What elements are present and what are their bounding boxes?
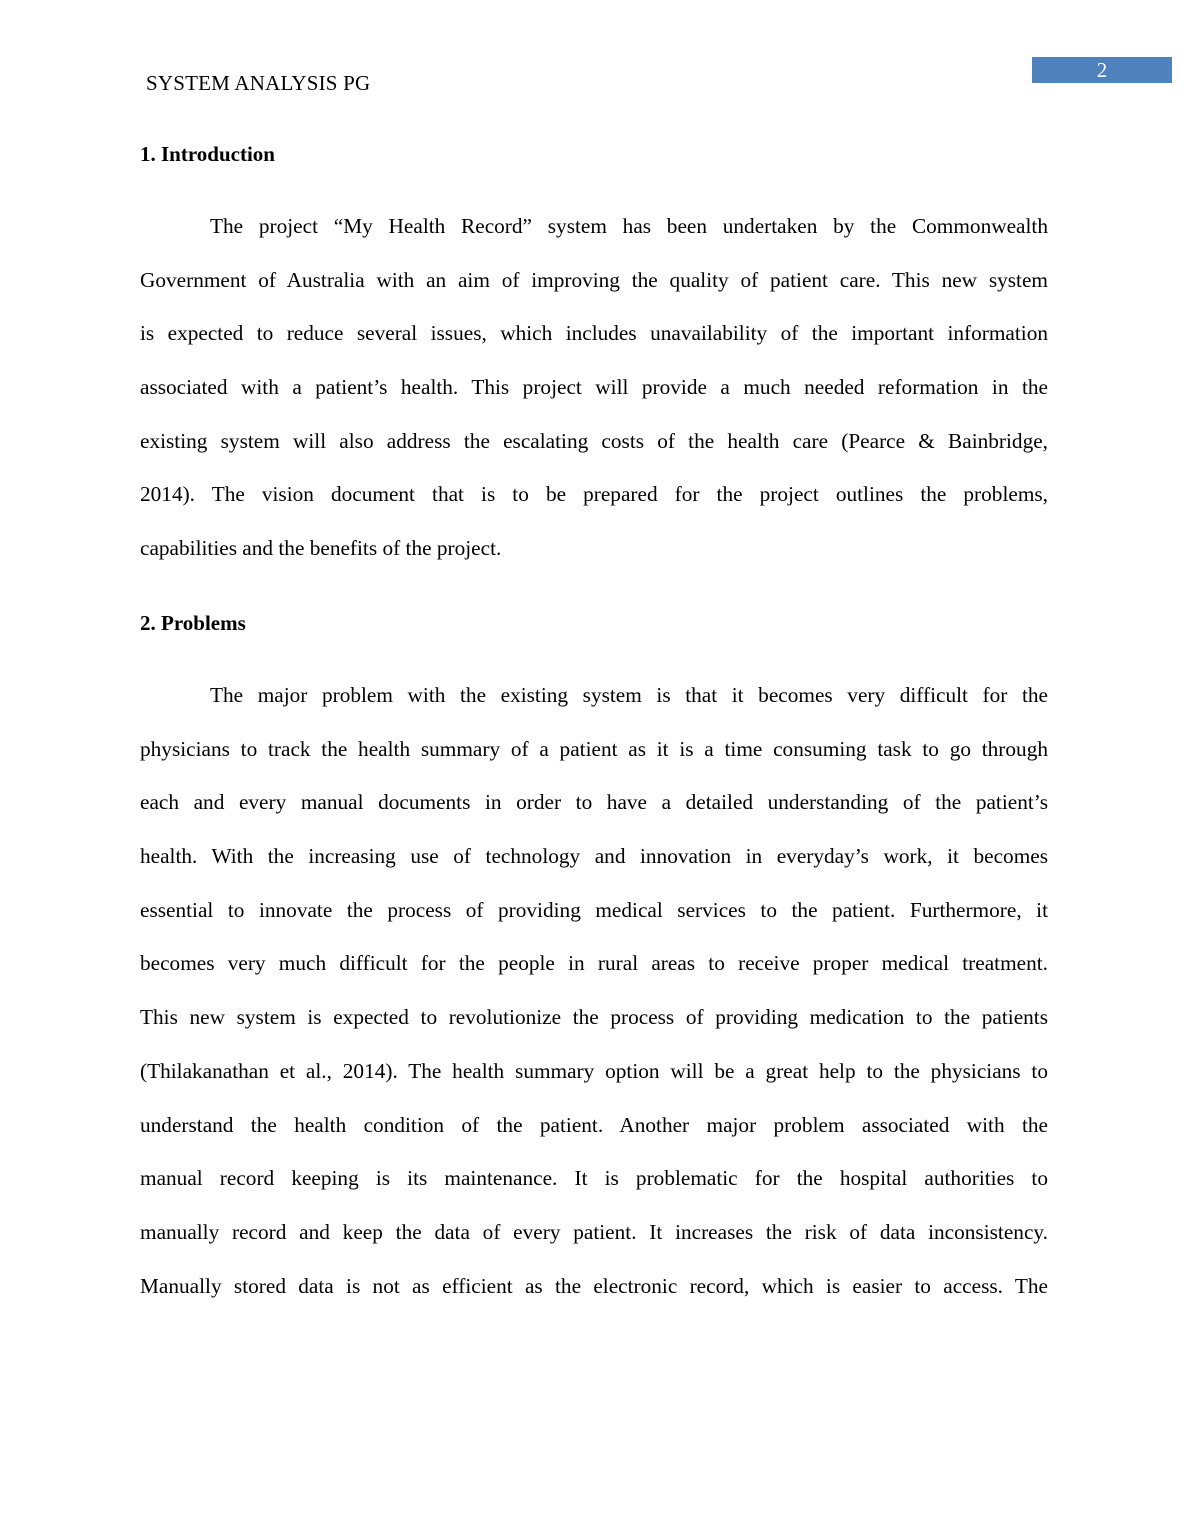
- text-line: 2014). The vision document that is to be prepared for the project outlines the problems,: [140, 482, 1048, 507]
- paragraph-problems: [140, 669, 1048, 1313]
- section-heading-problems: 2. Problems: [140, 611, 246, 635]
- running-head: SYSTEM ANALYSIS PG: [146, 71, 371, 95]
- text-line: is expected to reduce several issues, which includes unavailability of the important information: [140, 321, 1048, 346]
- text-line: The project “My Health Record” system has been undertaken by the Commonwealth: [210, 214, 1048, 238]
- text-line: essential to innovate the process of providing medical services to the patient. Furthermore, it: [140, 897, 1048, 922]
- text-line: understand the health condition of the patient. Another major problem associated with the: [140, 1112, 1048, 1137]
- text-line: manual record keeping is its maintenance. It is problematic for the hospital authorities to: [140, 1166, 1048, 1191]
- text-line: The major problem with the existing system is that it becomes very difficult for the: [210, 683, 1048, 707]
- page-number: 2: [1032, 57, 1172, 83]
- text-line: Manually stored data is not as efficient as the electronic record, which is easier to access. The: [140, 1273, 1048, 1298]
- text-line: (Thilakanathan et al., 2014). The health summary option will be a great help to the physicians to: [140, 1058, 1048, 1083]
- text-line: associated with a patient’s health. This project will provide a much needed reformation in the: [140, 375, 1048, 400]
- section-heading-introduction: 1. Introduction: [140, 142, 275, 166]
- text-line: health. With the increasing use of technology and innovation in everyday’s work, it becomes: [140, 844, 1048, 869]
- text-line: physicians to track the health summary of a patient as it is a time consuming task to go through: [140, 736, 1048, 761]
- text-line: manually record and keep the data of every patient. It increases the risk of data inconsistency.: [140, 1219, 1048, 1244]
- text-line: capabilities and the benefits of the project.: [140, 536, 502, 561]
- text-line: each and every manual documents in order to have a detailed understanding of the patient’s: [140, 790, 1048, 815]
- text-line: Government of Australia with an aim of improving the quality of patient care. This new system: [140, 267, 1048, 292]
- text-line: This new system is expected to revolutionize the process of providing medication to the patients: [140, 1005, 1048, 1030]
- text-line: becomes very much difficult for the people in rural areas to receive proper medical treatment.: [140, 951, 1048, 976]
- text-line: existing system will also address the escalating costs of the health care (Pearce & Bainbridge,: [140, 428, 1048, 453]
- paragraph-introduction: [140, 200, 1048, 576]
